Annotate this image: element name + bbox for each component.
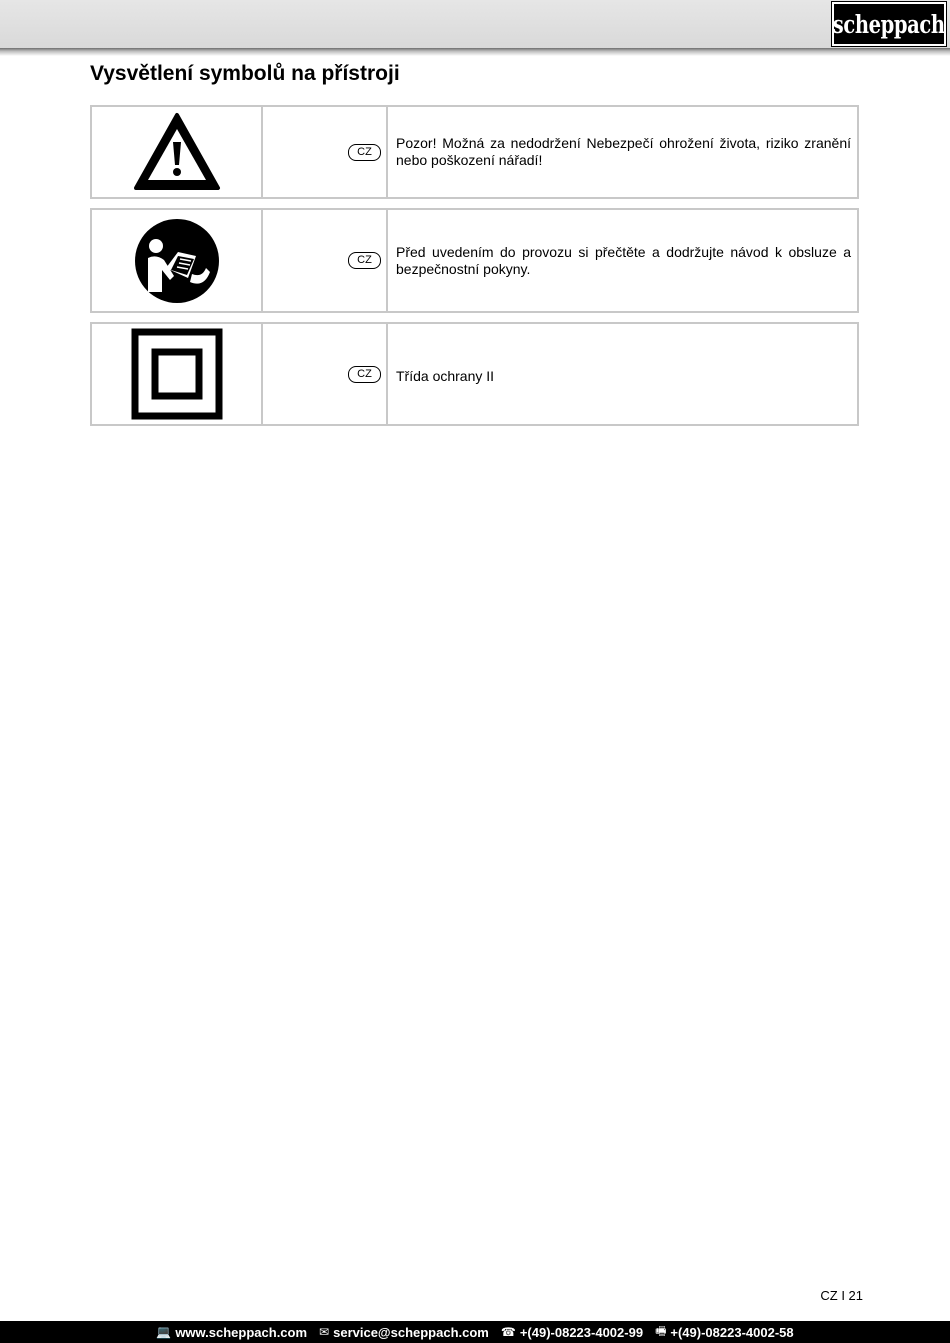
- page-number: CZ I 21: [820, 1288, 863, 1303]
- symbol-description: Před uvedením do provozu si přečtěte a dodržujte návod k obsluze a bezpečnostní pokyny.: [396, 244, 851, 277]
- symbol-icon-cell: [92, 324, 263, 424]
- computer-icon: 💻: [156, 1325, 172, 1339]
- language-badge: CZ: [348, 252, 381, 269]
- symbol-icon-cell: [92, 210, 263, 311]
- fax-icon: 🖷: [655, 1323, 667, 1338]
- symbol-row-protection-class: [90, 322, 859, 426]
- footer-email[interactable]: [319, 1325, 489, 1340]
- header-bar: [0, 0, 950, 48]
- language-cell: [263, 324, 388, 424]
- language-cell: [263, 210, 388, 311]
- header-shadow: [0, 48, 950, 56]
- language-badge: CZ: [348, 366, 381, 383]
- protection-class-ii-icon: [131, 328, 223, 420]
- read-manual-icon: [134, 218, 220, 304]
- warning-triangle-icon: [133, 112, 221, 192]
- language-cell: [263, 107, 388, 197]
- symbol-row-warning: [90, 105, 859, 199]
- website-link[interactable]: www.scheppach.com: [175, 1324, 308, 1340]
- email-link[interactable]: service@scheppach.com: [333, 1324, 489, 1340]
- fax-number: +(49)-08223-4002-58: [670, 1324, 794, 1340]
- symbol-description: Třída ochrany II: [396, 368, 495, 384]
- scheppach-logo: scheppach: [832, 2, 946, 46]
- phone-icon: ☎: [500, 1325, 516, 1339]
- footer-fax: [655, 1322, 794, 1343]
- footer-bar: [0, 1321, 950, 1343]
- footer-phone: [501, 1325, 643, 1340]
- envelope-icon: ✉: [319, 1325, 330, 1339]
- page-title: Vysvětlení symbolů na přístroji: [90, 62, 400, 85]
- symbol-row-manual: [90, 208, 859, 313]
- phone-number: +(49)-08223-4002-99: [519, 1324, 644, 1340]
- footer-website[interactable]: [156, 1325, 307, 1340]
- symbol-description: Pozor! Možná za nedodržení Nebezpečí ohrožení života, riziko zranění nebo poškození nářadí!: [396, 135, 851, 168]
- language-badge: CZ: [348, 144, 381, 161]
- symbol-icon-cell: [92, 107, 263, 197]
